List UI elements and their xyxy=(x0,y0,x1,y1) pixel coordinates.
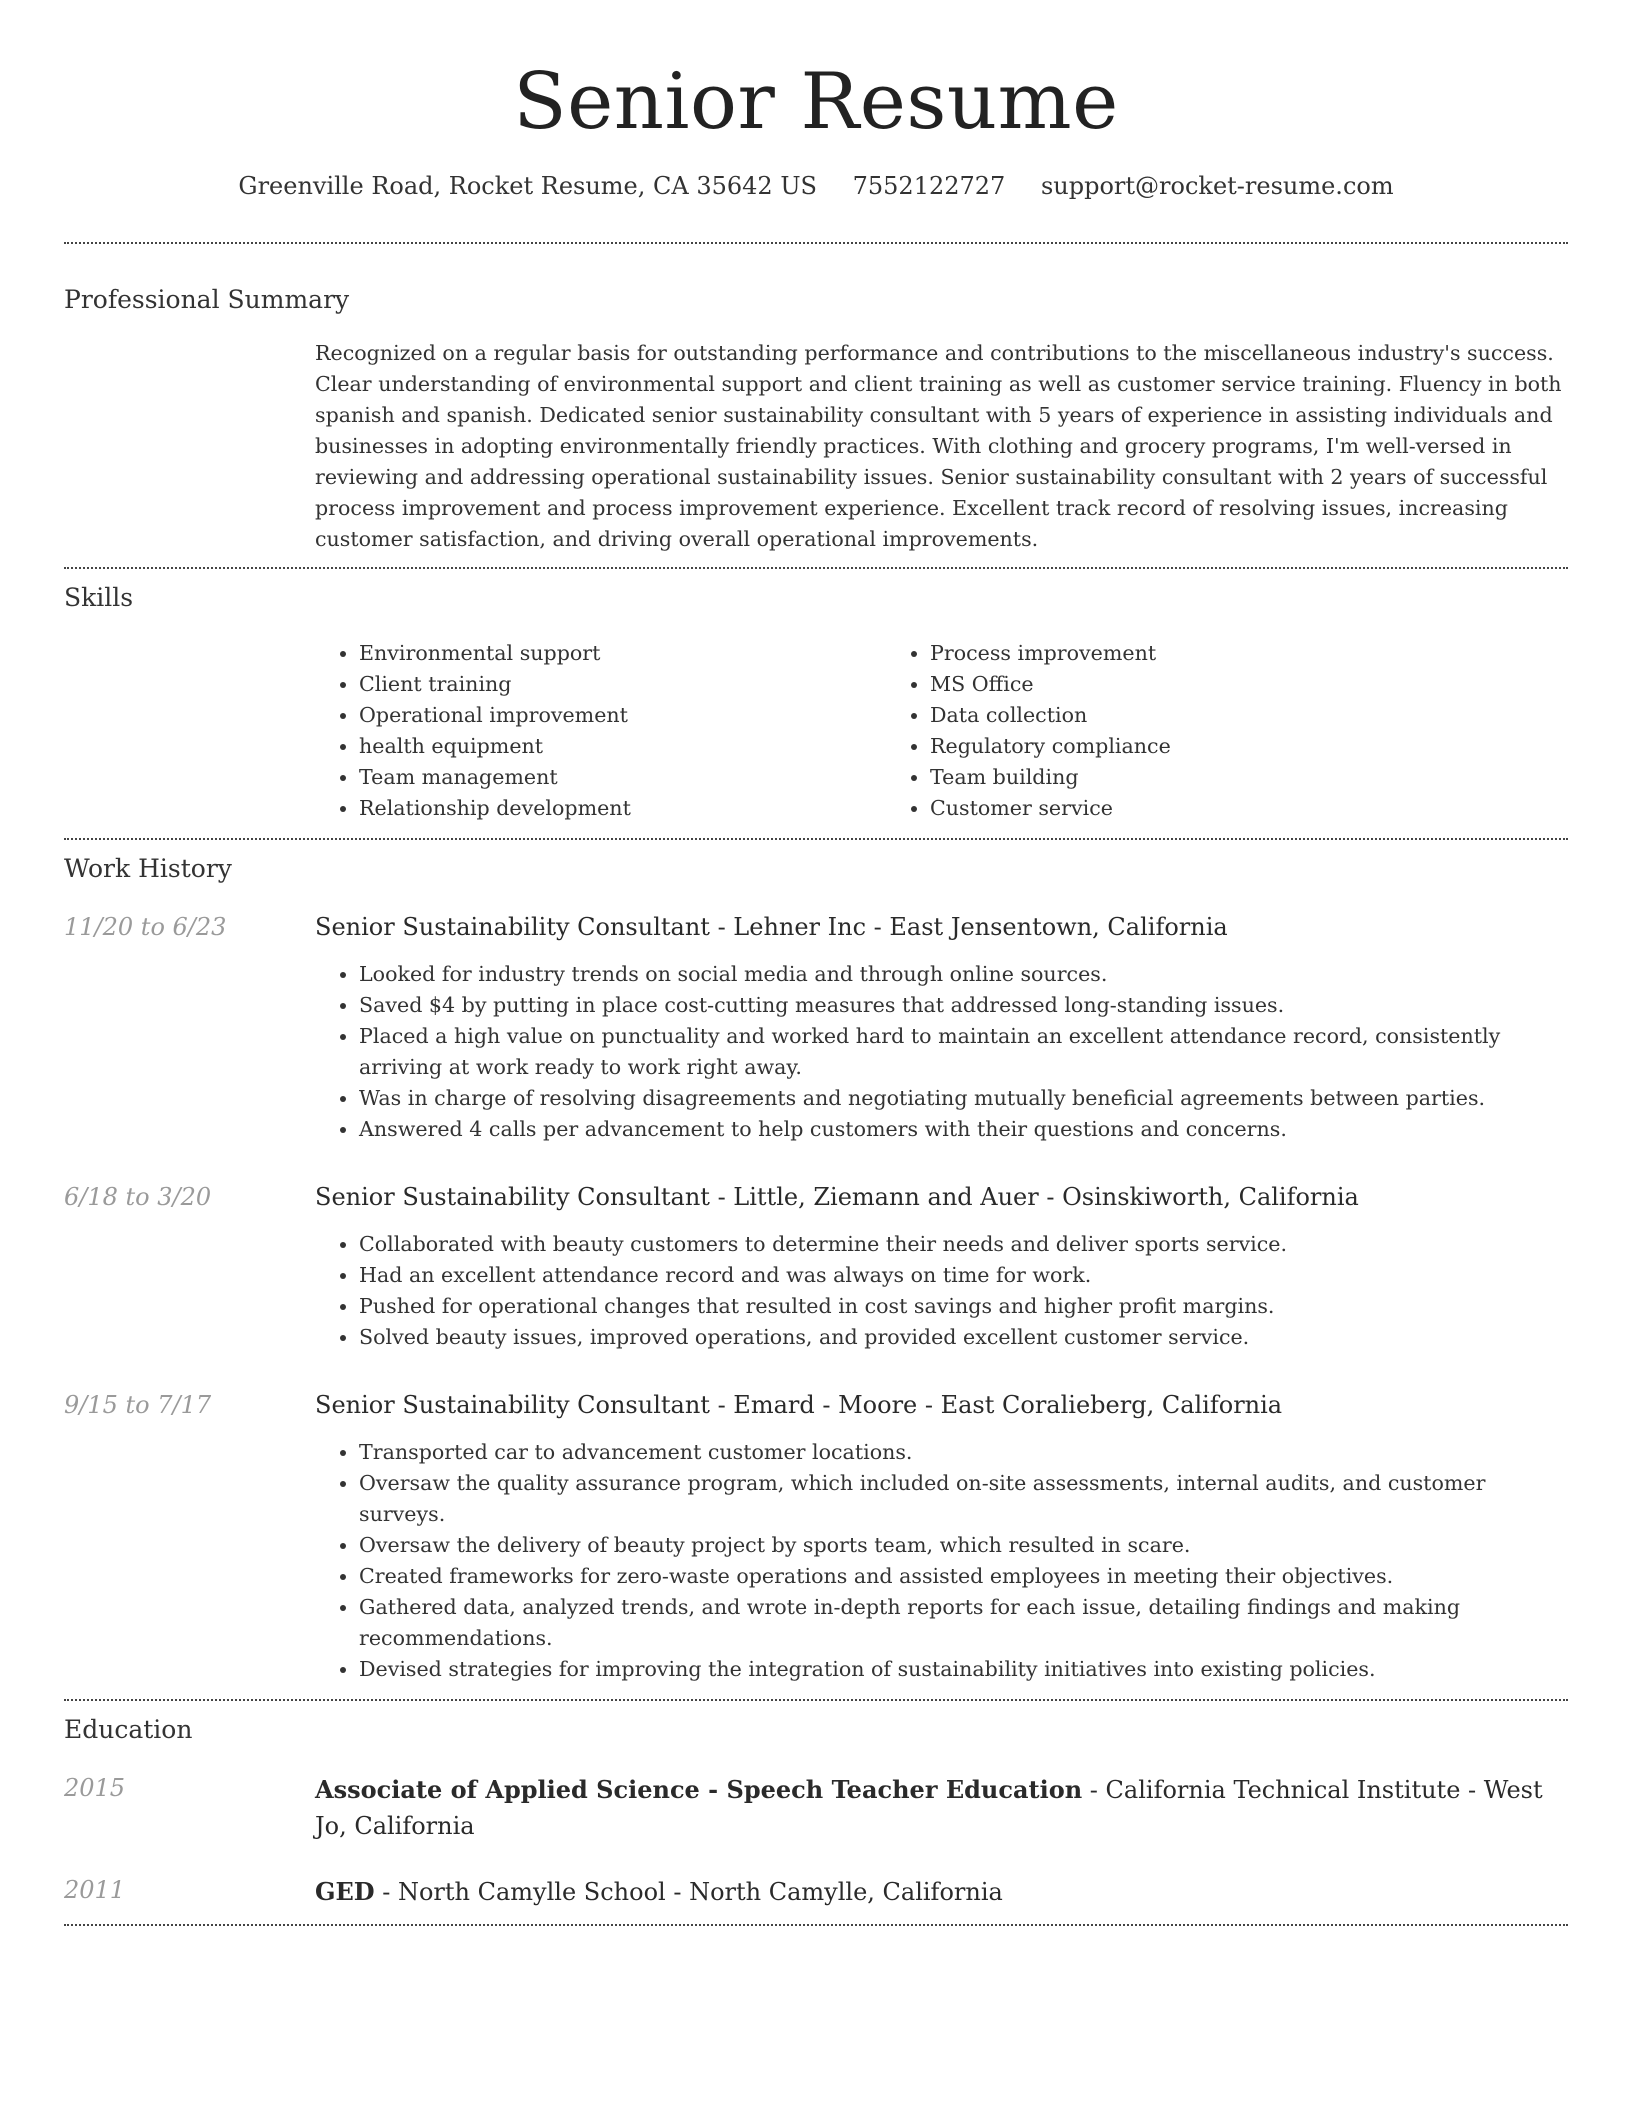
education-heading xyxy=(315,1874,1568,1910)
section-title-skills: Skills xyxy=(64,583,134,612)
skill-item: • Data collection xyxy=(930,700,1171,731)
skills-column-left xyxy=(315,638,886,824)
job-body xyxy=(315,1181,1568,1353)
summary-text: Recognized on a regular basis for outstanding performance and contributions to the miscellaneous industry's success. Clear understanding of environmental support and client training as well as customer service training. Fluency in both spanish and spanish. Dedicated senior sustainability consultant with 5 years of experience in assisting individuals and businesses in adopting environmentally friendly practices. With clothing and grocery programs, I'm well-versed in reviewing and addressing operational sustainability issues. Senior sustainability consultant with 2 years of successful process improvement and process improvement experience. Excellent track record of resolving issues, increasing customer satisfaction, and driving overall operational improvements. xyxy=(315,341,1562,551)
job-bullet: • Gathered data, analyzed trends, and wrote in-depth reports for each issue, detailing findings and making recommendations. xyxy=(359,1592,1568,1654)
education-entry xyxy=(64,1772,1568,1844)
skill-item: • MS Office xyxy=(930,669,1171,700)
job-bullet: • Placed a high value on punctuality and worked hard to maintain an excellent attendance record, consistently arriving at work ready to work right away. xyxy=(359,1021,1568,1083)
education-heading xyxy=(315,1772,1568,1844)
divider xyxy=(64,1699,1568,1701)
skill-item: • Client training xyxy=(359,669,886,700)
skills-list xyxy=(315,638,1568,824)
job-bullet: • Collaborated with beauty customers to determine their needs and deliver sports service. xyxy=(359,1229,1568,1260)
job-dates: 9/15 to 7/17 xyxy=(64,1391,212,1419)
job-entry xyxy=(64,1181,1568,1353)
education-entry xyxy=(64,1874,1568,1910)
job-bullet: • Pushed for operational changes that resulted in cost savings and higher profit margins. xyxy=(359,1291,1568,1322)
school-location: - North Camylle School - North Camylle, California xyxy=(374,1878,1003,1906)
email-link[interactable]: support@rocket-resume.com xyxy=(1040,172,1394,200)
skill-item: • Environmental support xyxy=(359,638,886,669)
job-bullets xyxy=(315,959,1568,1145)
job-heading: Senior Sustainability Consultant - Emard - Moore - East Coralieberg, California xyxy=(315,1391,1283,1419)
job-bullet: • Was in charge of resolving disagreements and negotiating mutually beneficial agreements between parties. xyxy=(359,1083,1568,1114)
job-body xyxy=(315,911,1568,1145)
contact-line xyxy=(64,170,1568,202)
divider xyxy=(64,1924,1568,1926)
section-title-summary: Professional Summary xyxy=(64,285,350,314)
job-bullet: • Had an excellent attendance record and was always on time for work. xyxy=(359,1260,1568,1291)
phone: 7552122727 xyxy=(852,172,1006,200)
skill-item: • Regulatory compliance xyxy=(930,731,1171,762)
skill-item: • Operational improvement xyxy=(359,700,886,731)
skill-item: • Process improvement xyxy=(930,638,1171,669)
divider xyxy=(64,838,1568,840)
education-year: 2011 xyxy=(64,1876,126,1904)
job-dates: 6/18 to 3/20 xyxy=(64,1183,212,1211)
job-entry xyxy=(64,911,1568,1145)
job-heading: Senior Sustainability Consultant - Little, Ziemann and Auer - Osinskiworth, California xyxy=(315,1183,1359,1211)
education-year: 2015 xyxy=(64,1774,126,1802)
section-title-work-history: Work History xyxy=(64,854,232,883)
school-location: - California Technical Institute - West Jo, California xyxy=(315,1776,1543,1840)
job-heading: Senior Sustainability Consultant - Lehner Inc - East Jensentown, California xyxy=(315,913,1228,941)
job-bullet: • Oversaw the delivery of beauty project by sports team, which resulted in scare. xyxy=(359,1530,1568,1561)
job-dates: 11/20 to 6/23 xyxy=(64,913,227,941)
job-body xyxy=(315,1389,1568,1685)
job-bullets xyxy=(315,1229,1568,1353)
skill-item: • health equipment xyxy=(359,731,886,762)
job-bullets xyxy=(315,1437,1568,1685)
divider xyxy=(64,567,1568,569)
job-bullet: • Created frameworks for zero-waste operations and assisted employees in meeting their objectives. xyxy=(359,1561,1568,1592)
skill-item: • Customer service xyxy=(930,793,1171,824)
job-bullet: • Oversaw the quality assurance program, which included on-site assessments, internal audits, and customer surveys. xyxy=(359,1468,1568,1530)
candidate-name: Senior Resume xyxy=(513,57,1119,147)
job-bullet: • Saved $4 by putting in place cost-cutting measures that addressed long-standing issues. xyxy=(359,990,1568,1021)
address: Greenville Road, Rocket Resume, CA 35642 US xyxy=(238,172,817,200)
section-title-education: Education xyxy=(64,1715,193,1744)
job-bullet: • Solved beauty issues, improved operations, and provided excellent customer service. xyxy=(359,1322,1568,1353)
resume-header xyxy=(64,0,1568,202)
skill-item: • Relationship development xyxy=(359,793,886,824)
degree: Associate of Applied Science - Speech Teacher Education xyxy=(315,1775,1083,1804)
divider xyxy=(64,242,1568,244)
skill-item: • Team management xyxy=(359,762,886,793)
job-bullet: • Transported car to advancement customer locations. xyxy=(359,1437,1568,1468)
job-bullet: • Devised strategies for improving the integration of sustainability initiatives into existing policies. xyxy=(359,1654,1568,1685)
skill-item: • Team building xyxy=(930,762,1171,793)
degree: GED xyxy=(315,1877,375,1906)
job-bullet: • Answered 4 calls per advancement to help customers with their questions and concerns. xyxy=(359,1114,1568,1145)
job-bullet: • Looked for industry trends on social media and through online sources. xyxy=(359,959,1568,990)
job-entry xyxy=(64,1389,1568,1685)
skills-column-right xyxy=(886,638,1171,824)
